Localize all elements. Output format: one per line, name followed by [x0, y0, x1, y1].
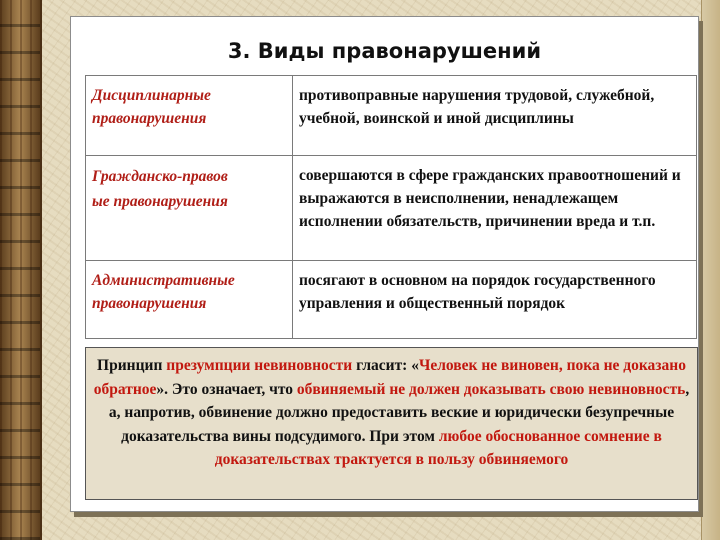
decorative-right-border: [701, 0, 720, 540]
term-line: правонарушения: [92, 110, 207, 127]
offense-types-table: [85, 75, 697, 339]
principle-highlight: обвиняемый не должен доказывать свою невиновность: [296, 380, 686, 398]
principle-highlight: Человек не виновен, пока не доказано обратное: [93, 357, 686, 398]
principle-highlight: любое обоснованное сомнение в доказательствах трактуется в пользу обвиняемого: [214, 427, 662, 469]
presumption-of-innocence-box: [85, 347, 698, 500]
term-line: правонарушения: [92, 295, 207, 312]
table-row: [86, 261, 697, 339]
definition-disciplinary: противоправные нарушения трудовой, служебной, учебной, воинской и иной дисциплины: [293, 76, 697, 156]
principle-text: ». Это означает, что: [156, 380, 297, 398]
definition-administrative: посягают в основном на порядок государственного управления и общественный порядок: [293, 261, 697, 339]
term-administrative: [86, 261, 293, 339]
table-row: [86, 156, 697, 261]
term-line: Дисциплинарные: [92, 87, 211, 104]
term-line: Административные: [92, 272, 235, 289]
definition-civil: совершаются в сфере гражданских правоотношений и выражаются в неисполнении, ненадлежащем исполнении обязательств, причинении вреда и т.п.: [293, 156, 697, 261]
term-disciplinary: [86, 76, 293, 156]
principle-text: гласит: «: [352, 357, 419, 374]
slide-title: 3. Виды правонарушений: [227, 39, 542, 63]
slide-card: [70, 16, 699, 512]
decorative-left-border: [0, 0, 42, 540]
principle-text: Принцип: [97, 357, 167, 374]
principle-highlight: презумпции невиновности: [166, 357, 353, 374]
principle-text: , а, напротив, обвинение должно предоставить веские и юридически безупречные доказательства вины подсудимого. При этом: [108, 380, 690, 445]
term-line: ые правонарушения: [92, 193, 228, 210]
term-line: Гражданско-правов: [92, 168, 228, 185]
term-civil: [86, 156, 293, 261]
table-row: [86, 76, 697, 156]
